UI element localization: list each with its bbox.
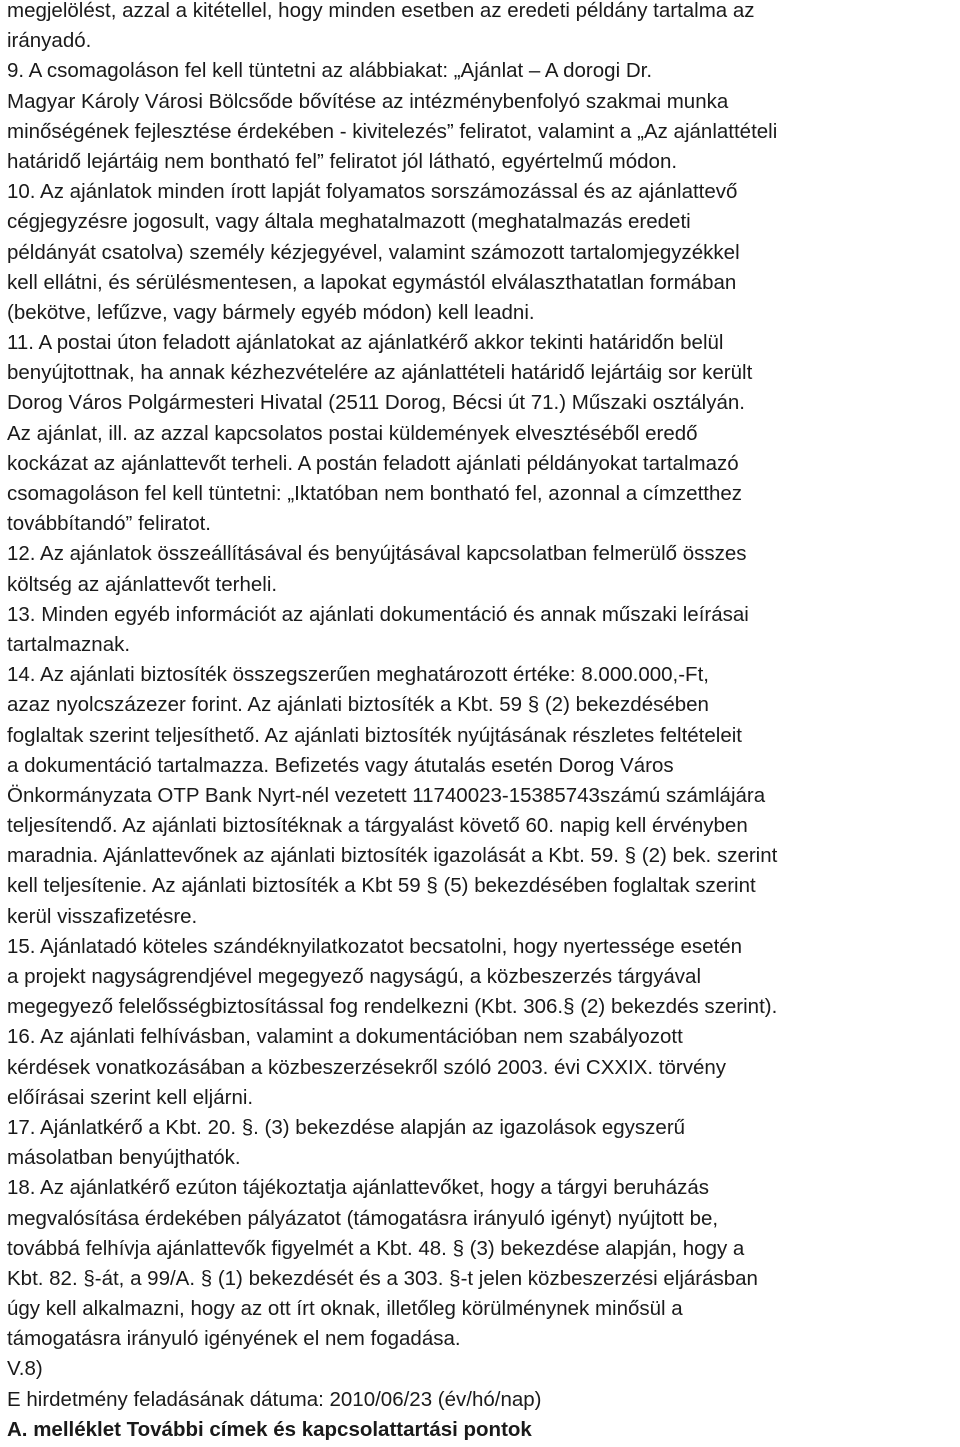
- text-line: V.8): [7, 1357, 43, 1381]
- text-line: példányát csatolva) személy kézjegyével, valamint számozott tartalomjegyzékkel: [7, 240, 740, 264]
- text-line: a dokumentáció tartalmazza. Befizetés vagy átutalás esetén Dorog Város: [7, 753, 674, 777]
- text-line: cégjegyzésre jogosult, vagy általa meghatalmazott (meghatalmazás eredeti: [7, 210, 691, 234]
- text-line: előírásai szerint kell eljárni.: [7, 1085, 254, 1109]
- text-line: 10. Az ajánlatok minden írott lapját folyamatos sorszámozással és az ajánlattevő: [7, 180, 738, 204]
- text-line: teljesítendő. Az ajánlati biztosítéknak a tárgyalást követő 60. napig kell érvényben: [7, 814, 748, 838]
- text-line: úgy kell alkalmazni, hogy az ott írt oknak, illetőleg körülménynek minősül a: [7, 1297, 683, 1321]
- text-line: támogatásra irányuló igényének el nem fogadása.: [7, 1327, 461, 1351]
- text-line: maradnia. Ajánlattevőnek az ajánlati biztosíték igazolását a Kbt. 59. § (2) bek. szerint: [7, 844, 778, 868]
- text-line: foglaltak szerint teljesíthető. Az ajánlati biztosíték nyújtásának részletes feltételeit: [7, 723, 742, 747]
- text-line: kockázat az ajánlattevőt terheli. A postán feladott ajánlati példányokat tartalmazó: [7, 451, 739, 475]
- text-line: 13. Minden egyéb információt az ajánlati dokumentáció és annak műszaki leírásai: [7, 602, 749, 626]
- text-line: 16. Az ajánlati felhívásban, valamint a dokumentációban nem szabályozott: [7, 1025, 683, 1049]
- text-line: továbbá felhívja ajánlattevők figyelmét a Kbt. 48. § (3) bekezdése alapján, hogy a: [7, 1236, 745, 1260]
- text-line: Dorog Város Polgármesteri Hivatal (2511 Dorog, Bécsi út 71.) Műszaki osztályán.: [7, 391, 745, 415]
- text-line: határidő lejártáig nem bontható fel” feliratot jól látható, egyértelmű módon.: [7, 149, 678, 173]
- text-line: minőségének fejlesztése érdekében - kivitelezés” feliratot, valamint a „Az ajánlattételi: [7, 119, 778, 143]
- text-line: tartalmaznak.: [7, 632, 131, 656]
- text-line: 11. A postai úton feladott ajánlatokat az ajánlatkérő akkor tekinti határidőn belül: [7, 331, 724, 355]
- text-line: benyújtottnak, ha annak kézhezvételére az ajánlattételi határidő lejártáig sor került: [7, 361, 753, 385]
- text-line: (bekötve, lefűzve, vagy bármely egyéb módon) kell leadni.: [7, 300, 535, 324]
- text-line: 12. Az ajánlatok összeállításával és benyújtásával kapcsolatban felmerülő összes: [7, 542, 747, 566]
- text-line: megvalósítása érdekében pályázatot (támogatásra irányuló igényt) nyújtott be,: [7, 1206, 719, 1230]
- text-line: továbbítandó” feliratot.: [7, 512, 211, 536]
- text-line: megjelölést, azzal a kitétellel, hogy minden esetben az eredeti példány tartalma az: [7, 0, 755, 22]
- text-line: 14. Az ajánlati biztosíték összegszerűen meghatározott értéke: 8.000.000,-Ft,: [7, 663, 709, 687]
- text-line: a projekt nagyságrendjével megegyező nagyságú, a közbeszerzés tárgyával: [7, 965, 701, 988]
- text-line: kell ellátni, és sérülésmentesen, a lapokat egymástól elválaszthatatlan formában: [7, 270, 737, 294]
- text-line: másolatban benyújthatók.: [7, 1146, 241, 1170]
- text-line: Önkormányzata OTP Bank Nyrt-nél vezetett 11740023-15385743számú számlájára: [7, 783, 766, 807]
- document-body: [7, 0, 957, 1415]
- text-line: azaz nyolcszázezer forint. Az ajánlati biztosíték a Kbt. 59 § (2) bekezdésében: [7, 693, 709, 717]
- text-line: 15. Ajánlatadó köteles szándéknyilatkozatot becsatolni, hogy nyertessége esetén: [7, 934, 743, 958]
- text-line: Magyar Károly Városi Bölcsőde bővítése az intézménybenfolyó szakmai munka: [7, 89, 729, 113]
- text-line: E hirdetmény feladásának dátuma: 2010/06/23 (év/hó/nap): [7, 1387, 542, 1411]
- text-line: 9. A csomagoláson fel kell tüntetni az alábbiakat: „Ajánlat – A dorogi Dr.: [7, 59, 653, 83]
- text-line: kérdések vonatkozásában a közbeszerzésekről szóló 2003. évi CXXIX. törvény: [7, 1055, 727, 1079]
- annex-heading: A. melléklet További címek és kapcsolattartási pontok: [7, 1417, 532, 1441]
- text-line: megegyező felelősségbiztosítással fog rendelkezni (Kbt. 306.§ (2) bekezdés szerint).: [7, 995, 778, 1019]
- document-page: [7, 0, 957, 1445]
- text-line: Kbt. 82. §-át, a 99/A. § (1) bekezdését és a 303. §-t jelen közbeszerzési eljárásban: [7, 1266, 758, 1290]
- text-line: Az ajánlat, ill. az azzal kapcsolatos postai küldemények elvesztéséből eredő: [7, 421, 698, 445]
- text-line: csomagoláson fel kell tüntetni: „Iktatóban nem bontható fel, azonnal a címzetthez: [7, 482, 743, 505]
- text-line: kerül visszafizetésre.: [7, 904, 198, 928]
- text-line: kell teljesítenie. Az ajánlati biztosíték a Kbt 59 § (5) bekezdésében foglaltak szerint: [7, 874, 756, 898]
- text-line: költség az ajánlattevőt terheli.: [7, 572, 278, 596]
- text-line: 18. Az ajánlatkérő ezúton tájékoztatja ajánlattevőket, hogy a tárgyi beruházás: [7, 1176, 710, 1200]
- text-line: irányadó.: [7, 29, 92, 53]
- text-line: 17. Ajánlatkérő a Kbt. 20. §. (3) bekezdése alapján az igazolások egyszerű: [7, 1115, 686, 1139]
